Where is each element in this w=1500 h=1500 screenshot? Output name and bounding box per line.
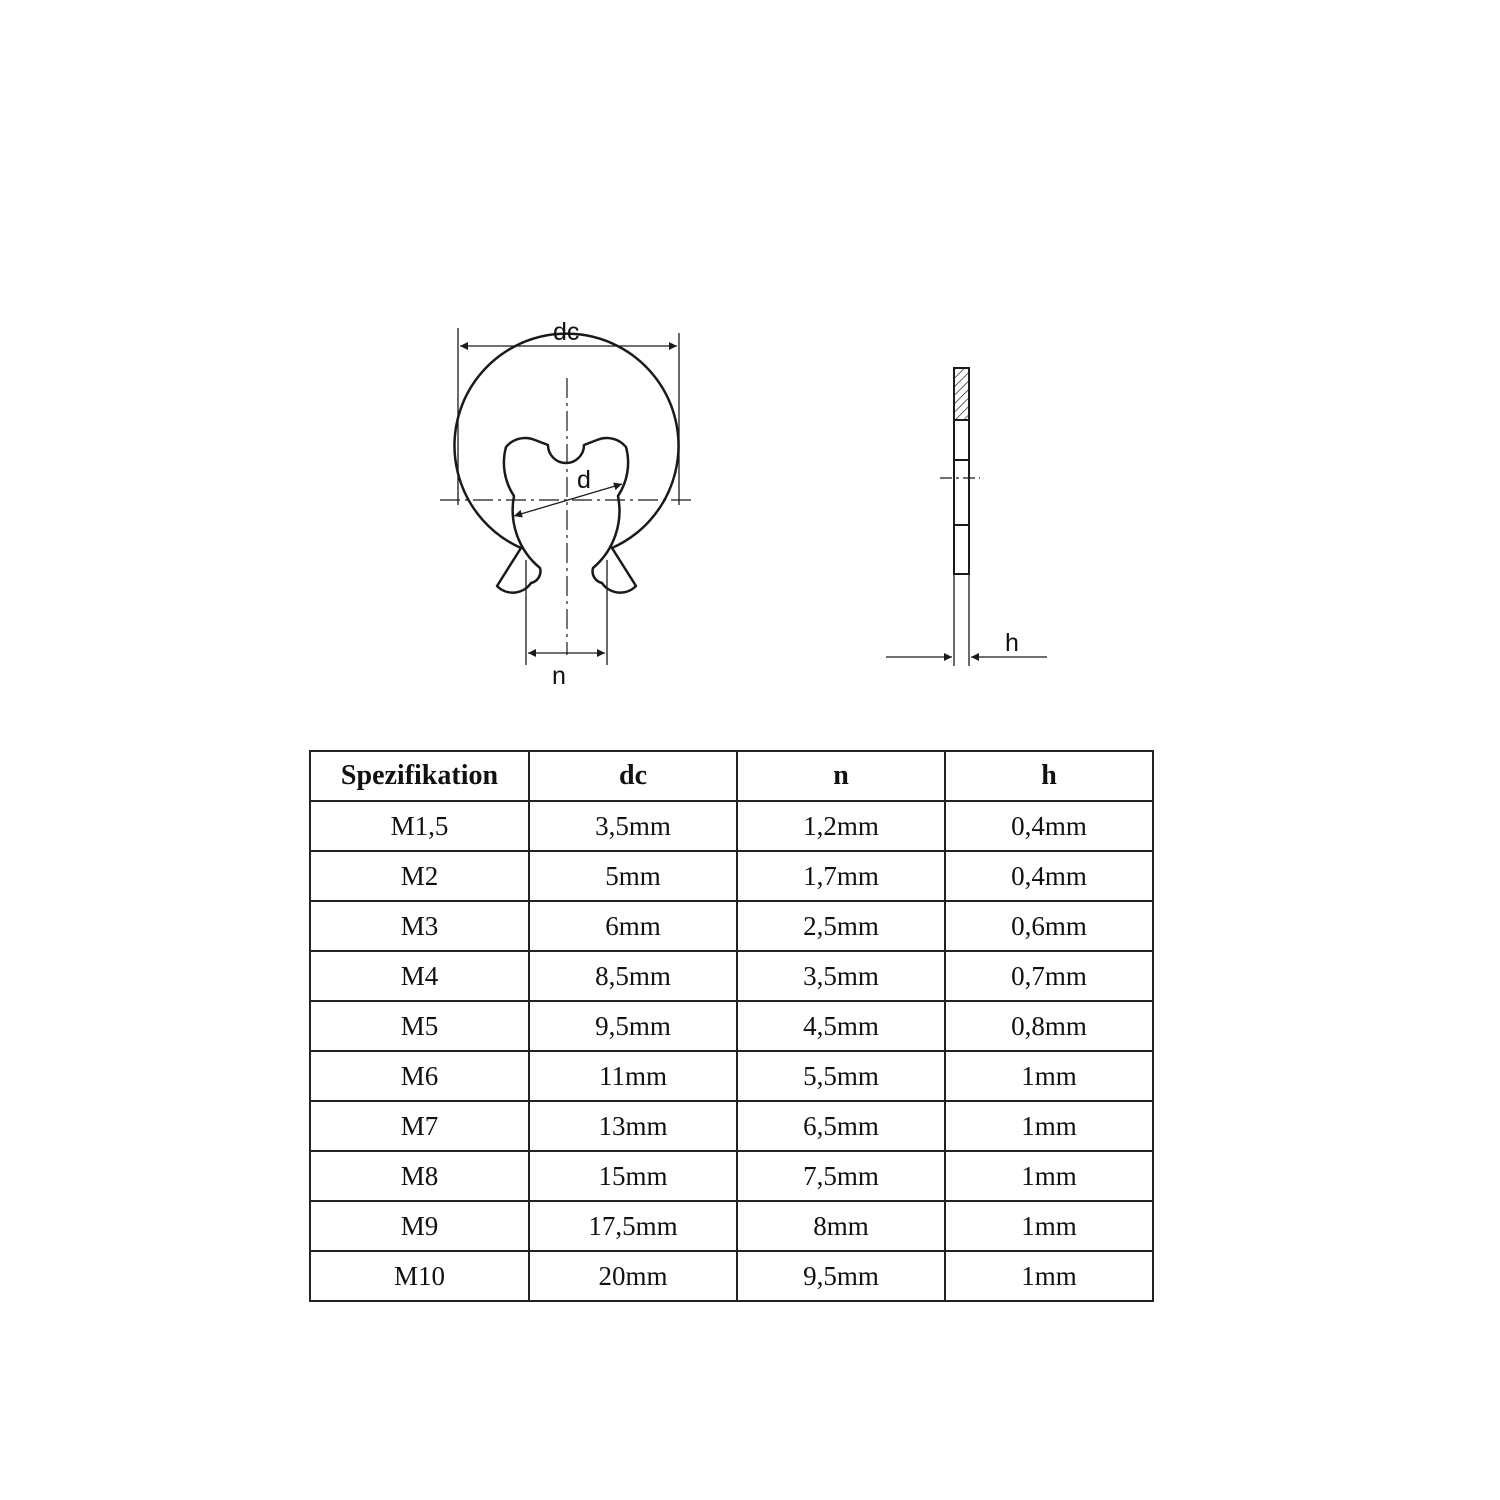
specification-table [309, 750, 1154, 1302]
h-dimension [886, 574, 1047, 666]
cell-dc: 5mm [529, 851, 737, 901]
cell-n: 2,5mm [737, 901, 945, 951]
n-label: n [552, 662, 566, 690]
cell-h: 1mm [945, 1151, 1153, 1201]
cell-dc: 8,5mm [529, 951, 737, 1001]
cell-dc: 6mm [529, 901, 737, 951]
header-n: n [737, 751, 945, 801]
cell-spec: M7 [310, 1101, 529, 1151]
cell-n: 4,5mm [737, 1001, 945, 1051]
cell-h: 0,4mm [945, 801, 1153, 851]
cell-spec: M10 [310, 1251, 529, 1301]
cell-dc: 20mm [529, 1251, 737, 1301]
cell-dc: 17,5mm [529, 1201, 737, 1251]
table-row [310, 1201, 1153, 1251]
table-row [310, 1251, 1153, 1301]
cell-n: 8mm [737, 1201, 945, 1251]
cell-n: 3,5mm [737, 951, 945, 1001]
cell-dc: 3,5mm [529, 801, 737, 851]
cell-spec: M1,5 [310, 801, 529, 851]
table-row [310, 951, 1153, 1001]
header-dc: dc [529, 751, 737, 801]
table-row [310, 901, 1153, 951]
cell-h: 1mm [945, 1201, 1153, 1251]
e-clip-technical-drawing [0, 0, 1500, 720]
cell-h: 0,7mm [945, 951, 1153, 1001]
cell-h: 1mm [945, 1101, 1153, 1151]
cell-n: 9,5mm [737, 1251, 945, 1301]
table-row [310, 851, 1153, 901]
cell-spec: M6 [310, 1051, 529, 1101]
cell-spec: M5 [310, 1001, 529, 1051]
cell-dc: 15mm [529, 1151, 737, 1201]
h-label: h [1005, 629, 1019, 657]
cell-n: 5,5mm [737, 1051, 945, 1101]
cell-h: 0,8mm [945, 1001, 1153, 1051]
table-row [310, 1101, 1153, 1151]
table-header-row [310, 751, 1153, 801]
header-h: h [945, 751, 1153, 801]
table-row [310, 1001, 1153, 1051]
cell-spec: M3 [310, 901, 529, 951]
table-row [310, 1151, 1153, 1201]
cell-dc: 11mm [529, 1051, 737, 1101]
dc-label: dc [553, 318, 580, 346]
table-row [310, 801, 1153, 851]
cell-n: 6,5mm [737, 1101, 945, 1151]
cell-n: 1,2mm [737, 801, 945, 851]
cell-h: 0,6mm [945, 901, 1153, 951]
cell-n: 7,5mm [737, 1151, 945, 1201]
e-clip-side-view [940, 368, 980, 574]
cell-spec: M9 [310, 1201, 529, 1251]
cell-h: 1mm [945, 1251, 1153, 1301]
cell-h: 1mm [945, 1051, 1153, 1101]
header-spezifikation: Spezifikation [310, 751, 529, 801]
d-label: d [577, 466, 591, 494]
cell-spec: M2 [310, 851, 529, 901]
cell-spec: M8 [310, 1151, 529, 1201]
cell-dc: 13mm [529, 1101, 737, 1151]
cell-dc: 9,5mm [529, 1001, 737, 1051]
cell-h: 0,4mm [945, 851, 1153, 901]
dc-dimension [458, 328, 679, 505]
table-row [310, 1051, 1153, 1101]
cell-n: 1,7mm [737, 851, 945, 901]
cell-spec: M4 [310, 951, 529, 1001]
